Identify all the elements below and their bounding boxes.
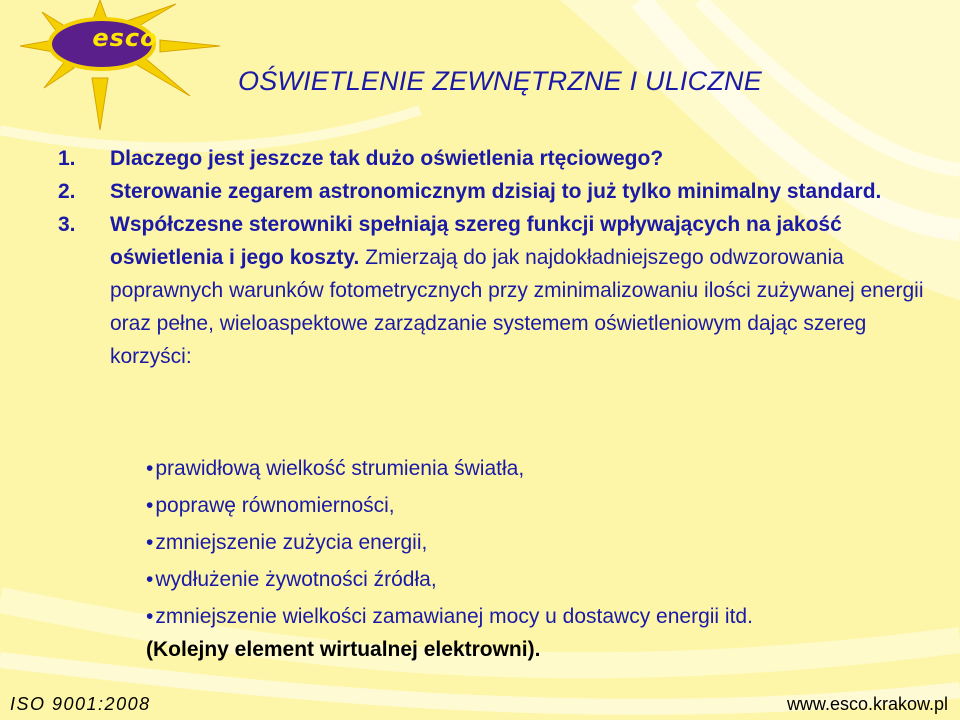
item-text: Dlaczego jest jeszcze tak dużo oświetlenia rtęciowego? [110, 147, 664, 170]
item-text-wrapper [110, 208, 938, 373]
content-body [58, 142, 938, 373]
benefit-text: poprawę równomierności, [155, 494, 395, 517]
benefit-item [146, 450, 753, 487]
bullet-icon: • [146, 494, 154, 517]
benefit-item [146, 487, 753, 524]
item-text: Sterowanie zegarem astronomicznym dzisiaj to już tylko minimalny standard. [110, 180, 882, 203]
item-number: 2. [58, 180, 76, 203]
benefit-text: zmniejszenie wielkości zamawianej mocy u dostawcy energii itd. [155, 605, 753, 628]
benefit-text: wydłużenie żywotności źródła, [155, 568, 437, 591]
bullet-icon: • [146, 605, 154, 628]
bullet-icon: • [146, 568, 154, 591]
item-text: Zmierzają do jak najdokładniejszego odwzorowania poprawnych warunków fotometrycznych przy zminimalizowaniu ilości zużywanej energii oraz pełne, wieloaspektowe zarządzanie systemem oświetleniowym dając szereg korzyści: [110, 246, 924, 368]
item-text-bold: Współczesne sterowniki spełniają szereg funkcji wpływających na jakość oświetlenia i jego koszty. [110, 213, 842, 269]
esco-logo [20, 0, 220, 130]
list-item [58, 208, 938, 373]
closing-note: (Kolejny element wirtualnej elektrowni). [146, 638, 541, 661]
benefit-item [146, 598, 753, 635]
item-number: 3. [58, 213, 76, 236]
list-item [58, 175, 938, 208]
bullet-icon: • [146, 457, 154, 480]
iso-certification: ISO 9001:2008 [10, 694, 151, 714]
list-item [58, 142, 938, 175]
benefits-list [60, 450, 753, 635]
item-number: 1. [58, 147, 76, 170]
website-link[interactable]: www.esco.krakow.pl [786, 694, 948, 714]
logo-text: esco [92, 24, 158, 52]
star-icon [20, 0, 220, 130]
benefit-item [146, 524, 753, 561]
page-title: OŚWIETLENIE ZEWNĘTRZNE I ULICZNE [238, 66, 762, 96]
benefit-item [146, 561, 753, 598]
benefit-text: prawidłową wielkość strumienia światła, [155, 457, 525, 480]
benefit-text: zmniejszenie zużycia energii, [155, 531, 428, 554]
bullet-icon: • [146, 531, 154, 554]
